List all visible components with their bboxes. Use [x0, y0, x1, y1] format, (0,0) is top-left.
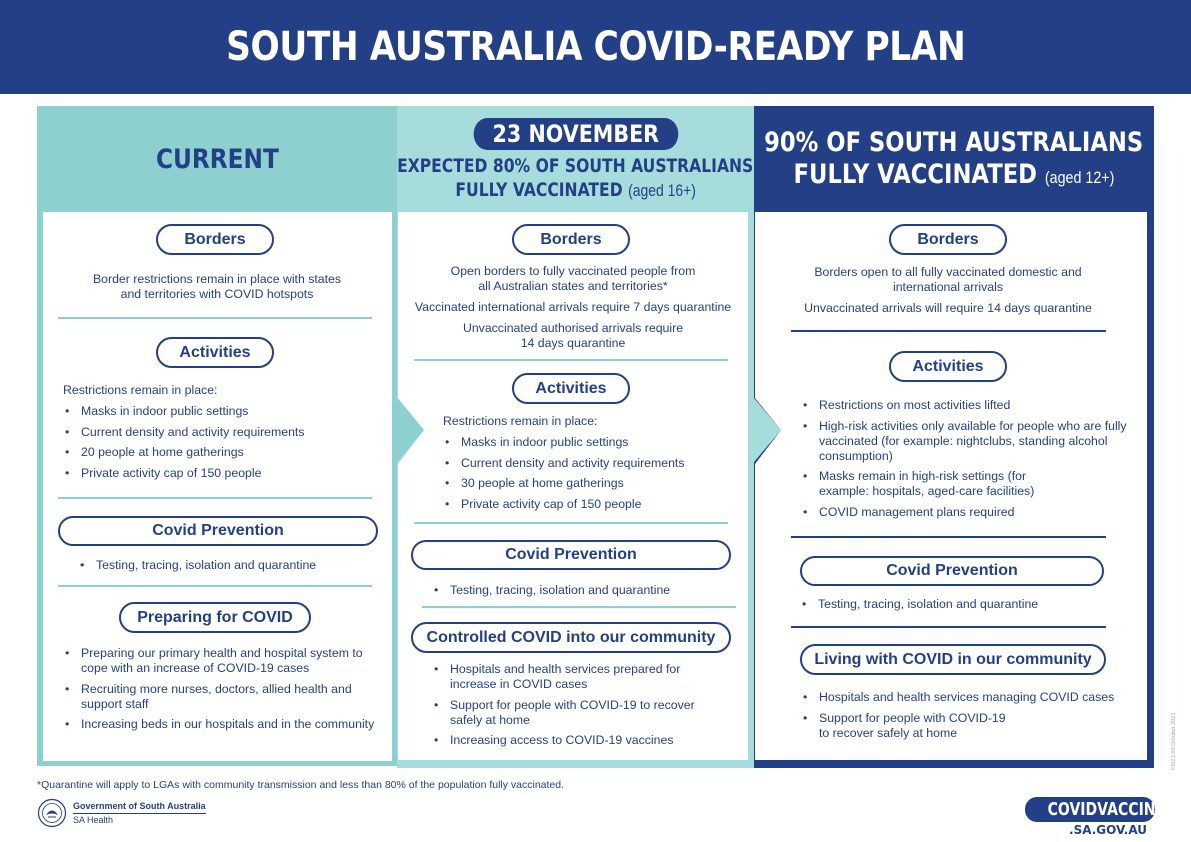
date-badge: 23 NOVEMBER: [473, 118, 677, 150]
list-item: • Increasing access to COVID-19 vaccines: [432, 733, 712, 748]
list-item: • Private activity cap of 150 people: [63, 466, 383, 481]
list-item: • Current density and activity requirements: [63, 425, 383, 440]
divider: [58, 317, 372, 319]
list-item: • Masks in indoor public settings: [443, 435, 743, 450]
november-activities-label: Activities: [512, 373, 630, 404]
divider: [791, 626, 1106, 628]
ninety-border-line: Borders open to all fully vaccinated domestic and international arrivals: [814, 265, 1082, 294]
current-preparing-list: [63, 646, 383, 738]
november-controlled-label: Controlled COVID into our community: [411, 622, 731, 653]
brand-badge: [1025, 797, 1166, 822]
ninety-prevention-list: [800, 597, 1100, 618]
ninety-living-label: Living with COVID in our community: [800, 644, 1106, 675]
ninety-prevention-label: Covid Prevention: [800, 556, 1104, 586]
list-item: • Hospitals and health services prepared for increase in COVID cases: [432, 662, 712, 692]
current-activities-list: [63, 383, 383, 486]
november-heading-line2: FULLY VACCINATED: [455, 178, 623, 201]
ninety-heading-line1: 90% OF SOUTH AUSTRALIANS: [764, 126, 1144, 158]
page-title: SOUTH AUSTRALIA COVID-READY PLAN: [225, 24, 966, 70]
current-activities-label: Activities: [156, 337, 274, 368]
list-item: • Restrictions on most activities lifted: [801, 398, 1141, 413]
november-border-line: Unvaccinated authorised arrivals require 14 days quarantine: [462, 321, 684, 350]
current-borders-text: Border restrictions remain in place with states and territories with COVID hotspots: [92, 272, 342, 301]
list-item: • Private activity cap of 150 people: [443, 497, 743, 512]
november-border-line: Open borders to fully vaccinated people from all Australian states and territories*: [450, 264, 696, 293]
list-item: • Preparing our primary health and hospital system to cope with an increase of COVID-19 cases: [63, 646, 383, 676]
list-item: • Increasing beds in our hospitals and in the community: [63, 717, 383, 732]
november-prevention-list: [432, 583, 732, 604]
footnote: *Quarantine will apply to LGAs with community transmission and less than 80% of the population fully vaccinated.: [37, 779, 565, 791]
november-activities-list: [443, 414, 743, 517]
list-item: • High-risk activities only available for people who are fully vaccinated (for example: nightclubs, standing alcohol consumption): [801, 419, 1141, 464]
divider: [791, 330, 1106, 332]
divider: [58, 585, 372, 587]
november-controlled-list: [432, 662, 712, 754]
document-code: FIS21-03 October 2021: [1171, 712, 1177, 770]
ninety-age: (aged 12+): [1044, 167, 1115, 187]
ninety-activities-list: [801, 398, 1141, 525]
november-prevention-label: Covid Prevention: [411, 540, 731, 570]
list-item: • Support for people with COVID-19 to recover safely at home: [432, 698, 712, 728]
list-item: • Recruiting more nurses, doctors, allied health and support staff: [63, 682, 383, 712]
current-borders-label: Borders: [156, 224, 274, 255]
november-borders-text: [408, 264, 738, 357]
november-border-line: Vaccinated international arrivals require 7 days quarantine: [414, 300, 732, 314]
divider: [414, 359, 728, 361]
list-item: • Masks remain in high-risk settings (for example: hospitals, aged-care facilities): [801, 469, 1141, 499]
government-logo: [37, 798, 206, 828]
list-item: • Masks in indoor public settings: [63, 404, 383, 419]
ninety-heading-line2: FULLY VACCINATED: [793, 158, 1038, 190]
ninety-borders-text: [795, 265, 1101, 322]
brand-url: .SA.GOV.AU: [1069, 823, 1147, 837]
ninety-borders-label: Borders: [889, 224, 1007, 255]
list-item: • Testing, tracing, isolation and quarantine: [432, 583, 732, 598]
november-heading: [397, 108, 754, 212]
list-item: • Current density and activity requirements: [443, 456, 743, 471]
ninety-living-list: [801, 690, 1141, 746]
november-borders-label: Borders: [512, 224, 630, 255]
government-crest-icon: [37, 798, 67, 828]
divider: [422, 606, 736, 608]
november-activities-intro: Restrictions remain in place:: [443, 414, 598, 428]
department-name: SA Health: [73, 815, 114, 825]
current-heading: CURRENT: [155, 143, 279, 175]
divider: [58, 497, 372, 499]
list-item: • 30 people at home gatherings: [443, 476, 743, 491]
list-item: • Hospitals and health services managing COVID cases: [801, 690, 1141, 705]
current-preparing-label: Preparing for COVID: [119, 602, 311, 633]
list-item: • COVID management plans required: [801, 505, 1141, 520]
november-heading-line1: EXPECTED 80% OF SOUTH AUSTRALIANS: [397, 154, 754, 177]
brand-name: COVIDVACCINE: [1047, 799, 1166, 820]
november-age: (aged 16+): [627, 180, 696, 200]
ninety-border-line: Unvaccinated arrivals will require 14 days quarantine: [804, 301, 1092, 315]
current-prevention-label: Covid Prevention: [58, 516, 378, 546]
current-activities-intro: Restrictions remain in place:: [63, 383, 218, 397]
ninety-heading: [754, 108, 1154, 212]
current-prevention-list: [78, 558, 378, 579]
list-item: • Testing, tracing, isolation and quarantine: [800, 597, 1100, 612]
list-item: • Testing, tracing, isolation and quarantine: [78, 558, 378, 573]
ninety-activities-label: Activities: [889, 351, 1007, 382]
divider: [414, 522, 728, 524]
divider: [791, 536, 1106, 538]
government-name: Government of South Australia: [73, 800, 206, 814]
list-item: • Support for people with COVID-19 to recover safely at home: [801, 711, 1141, 741]
covidvaccine-logo: [1025, 797, 1166, 837]
list-item: • 20 people at home gatherings: [63, 445, 383, 460]
